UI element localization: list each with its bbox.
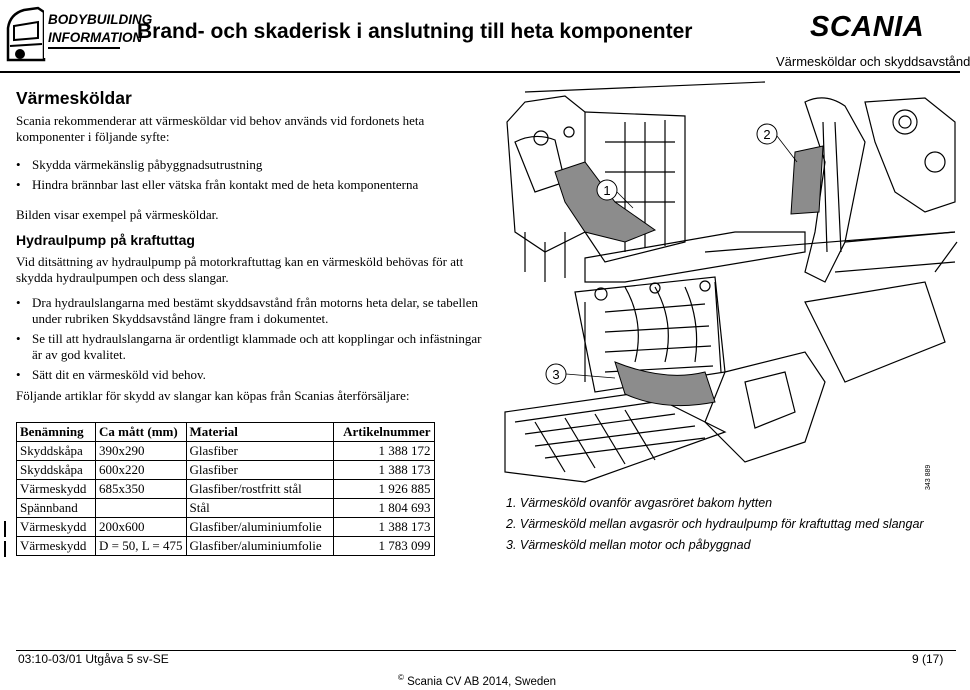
cell-dimensions: 390x290 [96,442,187,461]
cell-article-number: 1 388 172 [333,442,434,461]
document-title: Brand- och skaderisk i anslutning till heta komponenter [137,20,693,43]
figure-reference-code: 343 889 [925,464,932,490]
table-row [17,499,435,518]
logo-word-2: INFORMATION [48,30,143,45]
document-id: 03:10-03/01 Utgåva 5 sv-SE [18,652,169,666]
scania-wordmark: SCANIA [810,11,925,43]
cell-name: Skyddskåpa [17,442,96,461]
figure-caption-1: 1. Värmesköld ovanför avgasröret bakom hytten [506,496,773,510]
callout-3: 3 [552,367,560,382]
articles-table [16,422,435,556]
table-row [17,518,435,537]
column-header: Artikelnummer [333,423,434,442]
section-intro: Scania rekommenderar att värmesköldar vid behov används vid fordonets heta komponenter i följande syfte: [16,113,425,144]
cell-name: Skyddskåpa [17,461,96,480]
revision-change-bar [4,541,6,557]
section-heading: Värmesköldar [16,88,132,108]
cell-dimensions: 600x220 [96,461,187,480]
cell-material: Glasfiber [186,461,333,480]
scania-logo [808,10,956,43]
figure-caption-3: 3. Värmesköld mellan motor och påbyggnad [506,538,751,552]
cell-dimensions [96,499,187,518]
table-row [17,537,435,556]
purchase-note: Följande artiklar för skydd av slangar kan köpas från Scanias återförsäljare: [16,388,410,403]
table-row [17,461,435,480]
section-bullet-list [16,157,486,193]
figure-caption-2: 2. Värmesköld mellan avgasrör och hydraulpump för kraftuttag med slangar [506,517,924,531]
table-row [17,480,435,499]
cell-material: Stål [186,499,333,518]
cell-article-number: 1 926 885 [333,480,434,499]
cell-name: Värmeskydd [17,480,96,499]
column-header: Ca mått (mm) [96,423,187,442]
header-divider [0,71,960,73]
subsection-heading: Hydraulpump på kraftuttag [16,232,195,248]
cell-name: Spännband [17,499,96,518]
copyright-text: Scania CV AB 2014, Sweden [407,675,557,688]
footer-divider [16,650,956,651]
cell-dimensions: 200x600 [96,518,187,537]
example-note: Bilden visar exempel på värmesköldar. [16,207,219,222]
revision-change-bar [4,521,6,537]
cell-material: Glasfiber/rostfritt stål [186,480,333,499]
cell-dimensions: 685x350 [96,480,187,499]
cell-article-number: 1 388 173 [333,518,434,537]
cell-material: Glasfiber/aluminiumfolie [186,518,333,537]
subsection-intro: Vid ditsättning av hydraulpump på motorkraftuttag kan en värmesköld behövas för att skydda hydraulpumpen och dess slangar. [16,254,464,285]
callout-2: 2 [763,127,771,142]
heat-shield-illustration [505,82,957,482]
cell-dimensions: D = 50, L = 475 [96,537,187,556]
list-item: • Hindra brännbar last eller vätska från kontakt med de heta komponenterna [16,177,419,192]
table-row [17,442,435,461]
cell-article-number: 1 804 693 [333,499,434,518]
cell-article-number: 1 783 099 [333,537,434,556]
page-number: 9 (17) [912,652,944,666]
cell-name: Värmeskydd [17,518,96,537]
subsection-bullet-list [16,295,486,383]
list-item: • Sätt dit en värmesköld vid behov. [16,367,206,382]
cell-material: Glasfiber/aluminiumfolie [186,537,333,556]
document-subtitle: Värmesköldar och skyddsavstånd [776,54,970,69]
logo-word-1: BODYBUILDING [48,12,153,27]
column-header: Benämning [17,423,96,442]
copyright-notice [398,673,556,688]
list-item: • Se till att hydraulslangarna är ordentligt klammade och att kopplingar och infästningar är av god kvalitet. [16,331,482,362]
cell-material: Glasfiber [186,442,333,461]
column-header: Material [186,423,333,442]
list-item: • Dra hydraulslangarna med bestämt skyddsavstånd från motorns heta delar, se tabellen under rubriken Skyddsavstånd längre fram i dokumentet. [16,295,479,326]
bodybuilding-information-logo [4,2,153,64]
shield-2-marker [791,146,823,214]
callout-1: 1 [603,183,611,198]
cell-name: Värmeskydd [17,537,96,556]
list-item: • Skydda värmekänslig påbyggnadsutrustning [16,157,263,172]
copyright-symbol: © [398,673,404,682]
table-header-row [17,423,435,442]
cell-article-number: 1 388 173 [333,461,434,480]
